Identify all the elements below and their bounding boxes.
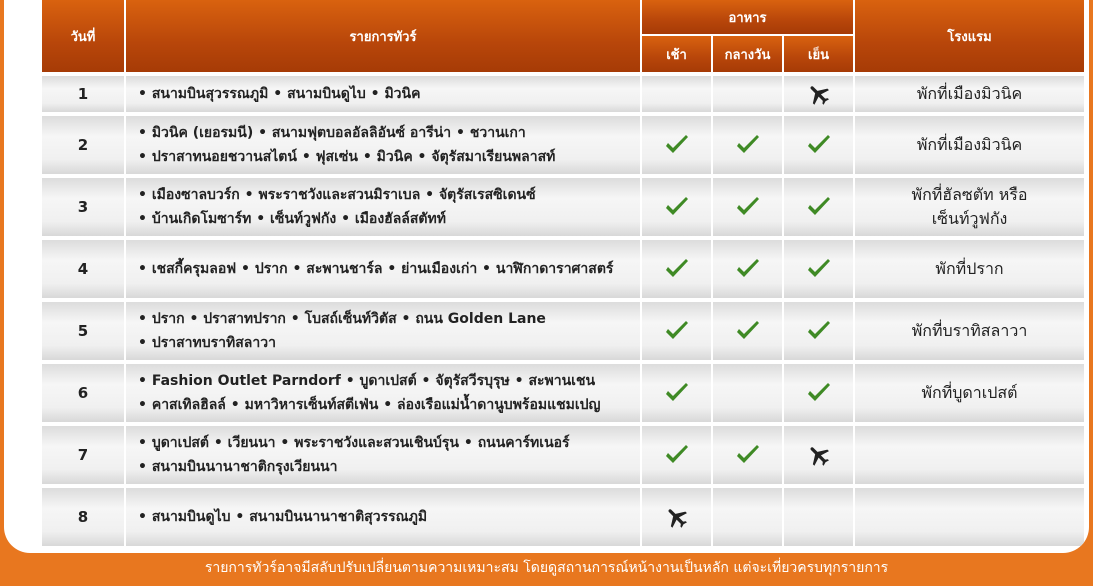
day-number: 8 [42, 484, 124, 546]
airplane-icon [806, 442, 832, 468]
day-number: 6 [42, 360, 124, 422]
hotel-cell [855, 484, 1084, 546]
tour-line: • Fashion Outlet Parndorf • บูดาเปสต์ • จัตุรัสวีรบุรุษ • สะพานเชน [138, 373, 596, 389]
tour-line: • บูดาเปสต์ • เวียนนา • พระราชวังและสวนเชินบ์รุน • ถนนคาร์ทเนอร์ [138, 435, 570, 451]
itinerary-row [42, 298, 1084, 360]
hotel-cell [855, 174, 1084, 236]
dinner-cell [784, 112, 853, 174]
check-icon [664, 196, 690, 218]
tour-line: • สนามบินนานาชาติกรุงเวียนนา [138, 459, 338, 475]
tour-line: • เชสกี้ครุมลอฟ • ปราก • สะพานชาร์ล • ย่านเมืองเก่า • นาฬิกาดาราศาสตร์ [138, 261, 614, 277]
tour-line: • ปราก • ปราสาทปราก • โบสถ์เซ็นท์วิตัส • ถนน Golden Lane [138, 311, 546, 327]
hotel-cell [855, 112, 1084, 174]
day-number: 7 [42, 422, 124, 484]
itinerary-row [42, 236, 1084, 298]
tour-description [126, 422, 640, 484]
airplane-icon [664, 504, 690, 530]
itinerary-row [42, 72, 1084, 112]
check-icon [664, 134, 690, 156]
check-icon [664, 258, 690, 280]
day-number: 1 [42, 72, 124, 112]
check-icon [735, 134, 761, 156]
tour-line: • บ้านเกิดโมซาร์ท • เซ็นท์วูฟกัง • เมืองฮัลล์สตัทท์ [138, 211, 446, 227]
hotel-name: พักที่บูดาเปสต์ [921, 383, 1018, 402]
hotel-name: พักที่เมืองมิวนิค [916, 84, 1023, 103]
tour-description [126, 174, 640, 236]
tour-line: • ปราสาทบราทิสลาวา [138, 335, 276, 351]
check-icon [806, 382, 832, 404]
itinerary-row [42, 422, 1084, 484]
tour-description [126, 72, 640, 112]
header-hotel: โรงแรม [855, 0, 1084, 72]
breakfast-cell [642, 236, 711, 298]
dinner-cell [784, 360, 853, 422]
tour-line: • คาสเทิลฮิลล์ • มหาวิหารเซ็นท์สตีเฟ่น • ล่องเรือแม่น้ำดานูบพร้อมแชมเปญ [138, 397, 601, 413]
header-dinner: เย็น [784, 34, 853, 72]
breakfast-cell [642, 72, 711, 112]
hotel-name: พักที่เมืองมิวนิค [916, 135, 1023, 154]
itinerary-row [42, 112, 1084, 174]
tour-description [126, 236, 640, 298]
hotel-cell [855, 298, 1084, 360]
header-meals: อาหาร [642, 0, 853, 34]
tour-line: • มิวนิค (เยอรมนี) • สนามฟุตบอลอัลลิอันซ์ อารีน่า • ชวานเกา [138, 125, 526, 141]
hotel-cell [855, 72, 1084, 112]
lunch-cell [713, 422, 782, 484]
tour-line: • สนามบินดูไบ • สนามบินนานาชาติสุวรรณภูมิ [138, 509, 428, 525]
tour-description [126, 298, 640, 360]
dinner-cell [784, 422, 853, 484]
breakfast-cell [642, 174, 711, 236]
breakfast-cell [642, 112, 711, 174]
lunch-cell [713, 236, 782, 298]
hotel-name: พักที่ปราก [935, 259, 1004, 278]
tour-line: • สนามบินสุวรรณภูมิ • สนามบินดูไบ • มิวนิค [138, 86, 421, 102]
airplane-icon [806, 81, 832, 107]
tour-line: • เมืองซาลบวร์ก • พระราชวังและสวนมิราเบล • จัตุรัสเรสซิเดนซ์ [138, 187, 536, 203]
hotel-name: เซ็นท์วูฟกัง [931, 209, 1008, 228]
lunch-cell [713, 72, 782, 112]
check-icon [806, 320, 832, 342]
check-icon [664, 382, 690, 404]
breakfast-cell [642, 298, 711, 360]
day-number: 2 [42, 112, 124, 174]
dinner-cell [784, 72, 853, 112]
lunch-cell [713, 298, 782, 360]
lunch-cell [713, 174, 782, 236]
check-icon [664, 444, 690, 466]
hotel-name: พักที่ฮัลซตัท หรือ [911, 185, 1028, 204]
breakfast-cell [642, 422, 711, 484]
check-icon [806, 196, 832, 218]
lunch-cell [713, 360, 782, 422]
hotel-cell [855, 360, 1084, 422]
hotel-name: พักที่บราทิสลาวา [911, 321, 1028, 340]
day-number: 4 [42, 236, 124, 298]
lunch-cell [713, 484, 782, 546]
check-icon [735, 196, 761, 218]
dinner-cell [784, 298, 853, 360]
breakfast-cell [642, 484, 711, 546]
dinner-cell [784, 174, 853, 236]
check-icon [806, 134, 832, 156]
breakfast-cell [642, 360, 711, 422]
check-icon [664, 320, 690, 342]
itinerary-row [42, 484, 1084, 546]
check-icon [735, 444, 761, 466]
check-icon [806, 258, 832, 280]
footer-note: รายการทัวร์อาจมีสลับปรับเปลี่ยนตามความเหมาะสม โดยดูสถานการณ์หน้างานเป็นหลัก แต่จะเที่ยวครบทุกรายการ [204, 560, 889, 576]
tour-description [126, 360, 640, 422]
header-day: วันที่ [42, 0, 124, 72]
tour-description [126, 484, 640, 546]
dinner-cell [784, 236, 853, 298]
itinerary-card [4, 0, 1089, 553]
tour-description [126, 112, 640, 174]
header-breakfast: เช้า [642, 34, 711, 72]
tour-line: • ปราสาทนอยชวานสไตน์ • ฟุสเซ่น • มิวนิค • จัตุรัสมาเรียนพลาสท์ [138, 149, 556, 165]
itinerary-row [42, 174, 1084, 236]
lunch-cell [713, 112, 782, 174]
itinerary-row [42, 360, 1084, 422]
day-number: 5 [42, 298, 124, 360]
check-icon [735, 258, 761, 280]
header-itinerary: รายการทัวร์ [126, 0, 640, 72]
check-icon [735, 320, 761, 342]
hotel-cell [855, 236, 1084, 298]
itinerary-body [42, 72, 1084, 546]
dinner-cell [784, 484, 853, 546]
day-number: 3 [42, 174, 124, 236]
header-lunch: กลางวัน [713, 34, 782, 72]
hotel-cell [855, 422, 1084, 484]
itinerary-table [40, 0, 1086, 546]
